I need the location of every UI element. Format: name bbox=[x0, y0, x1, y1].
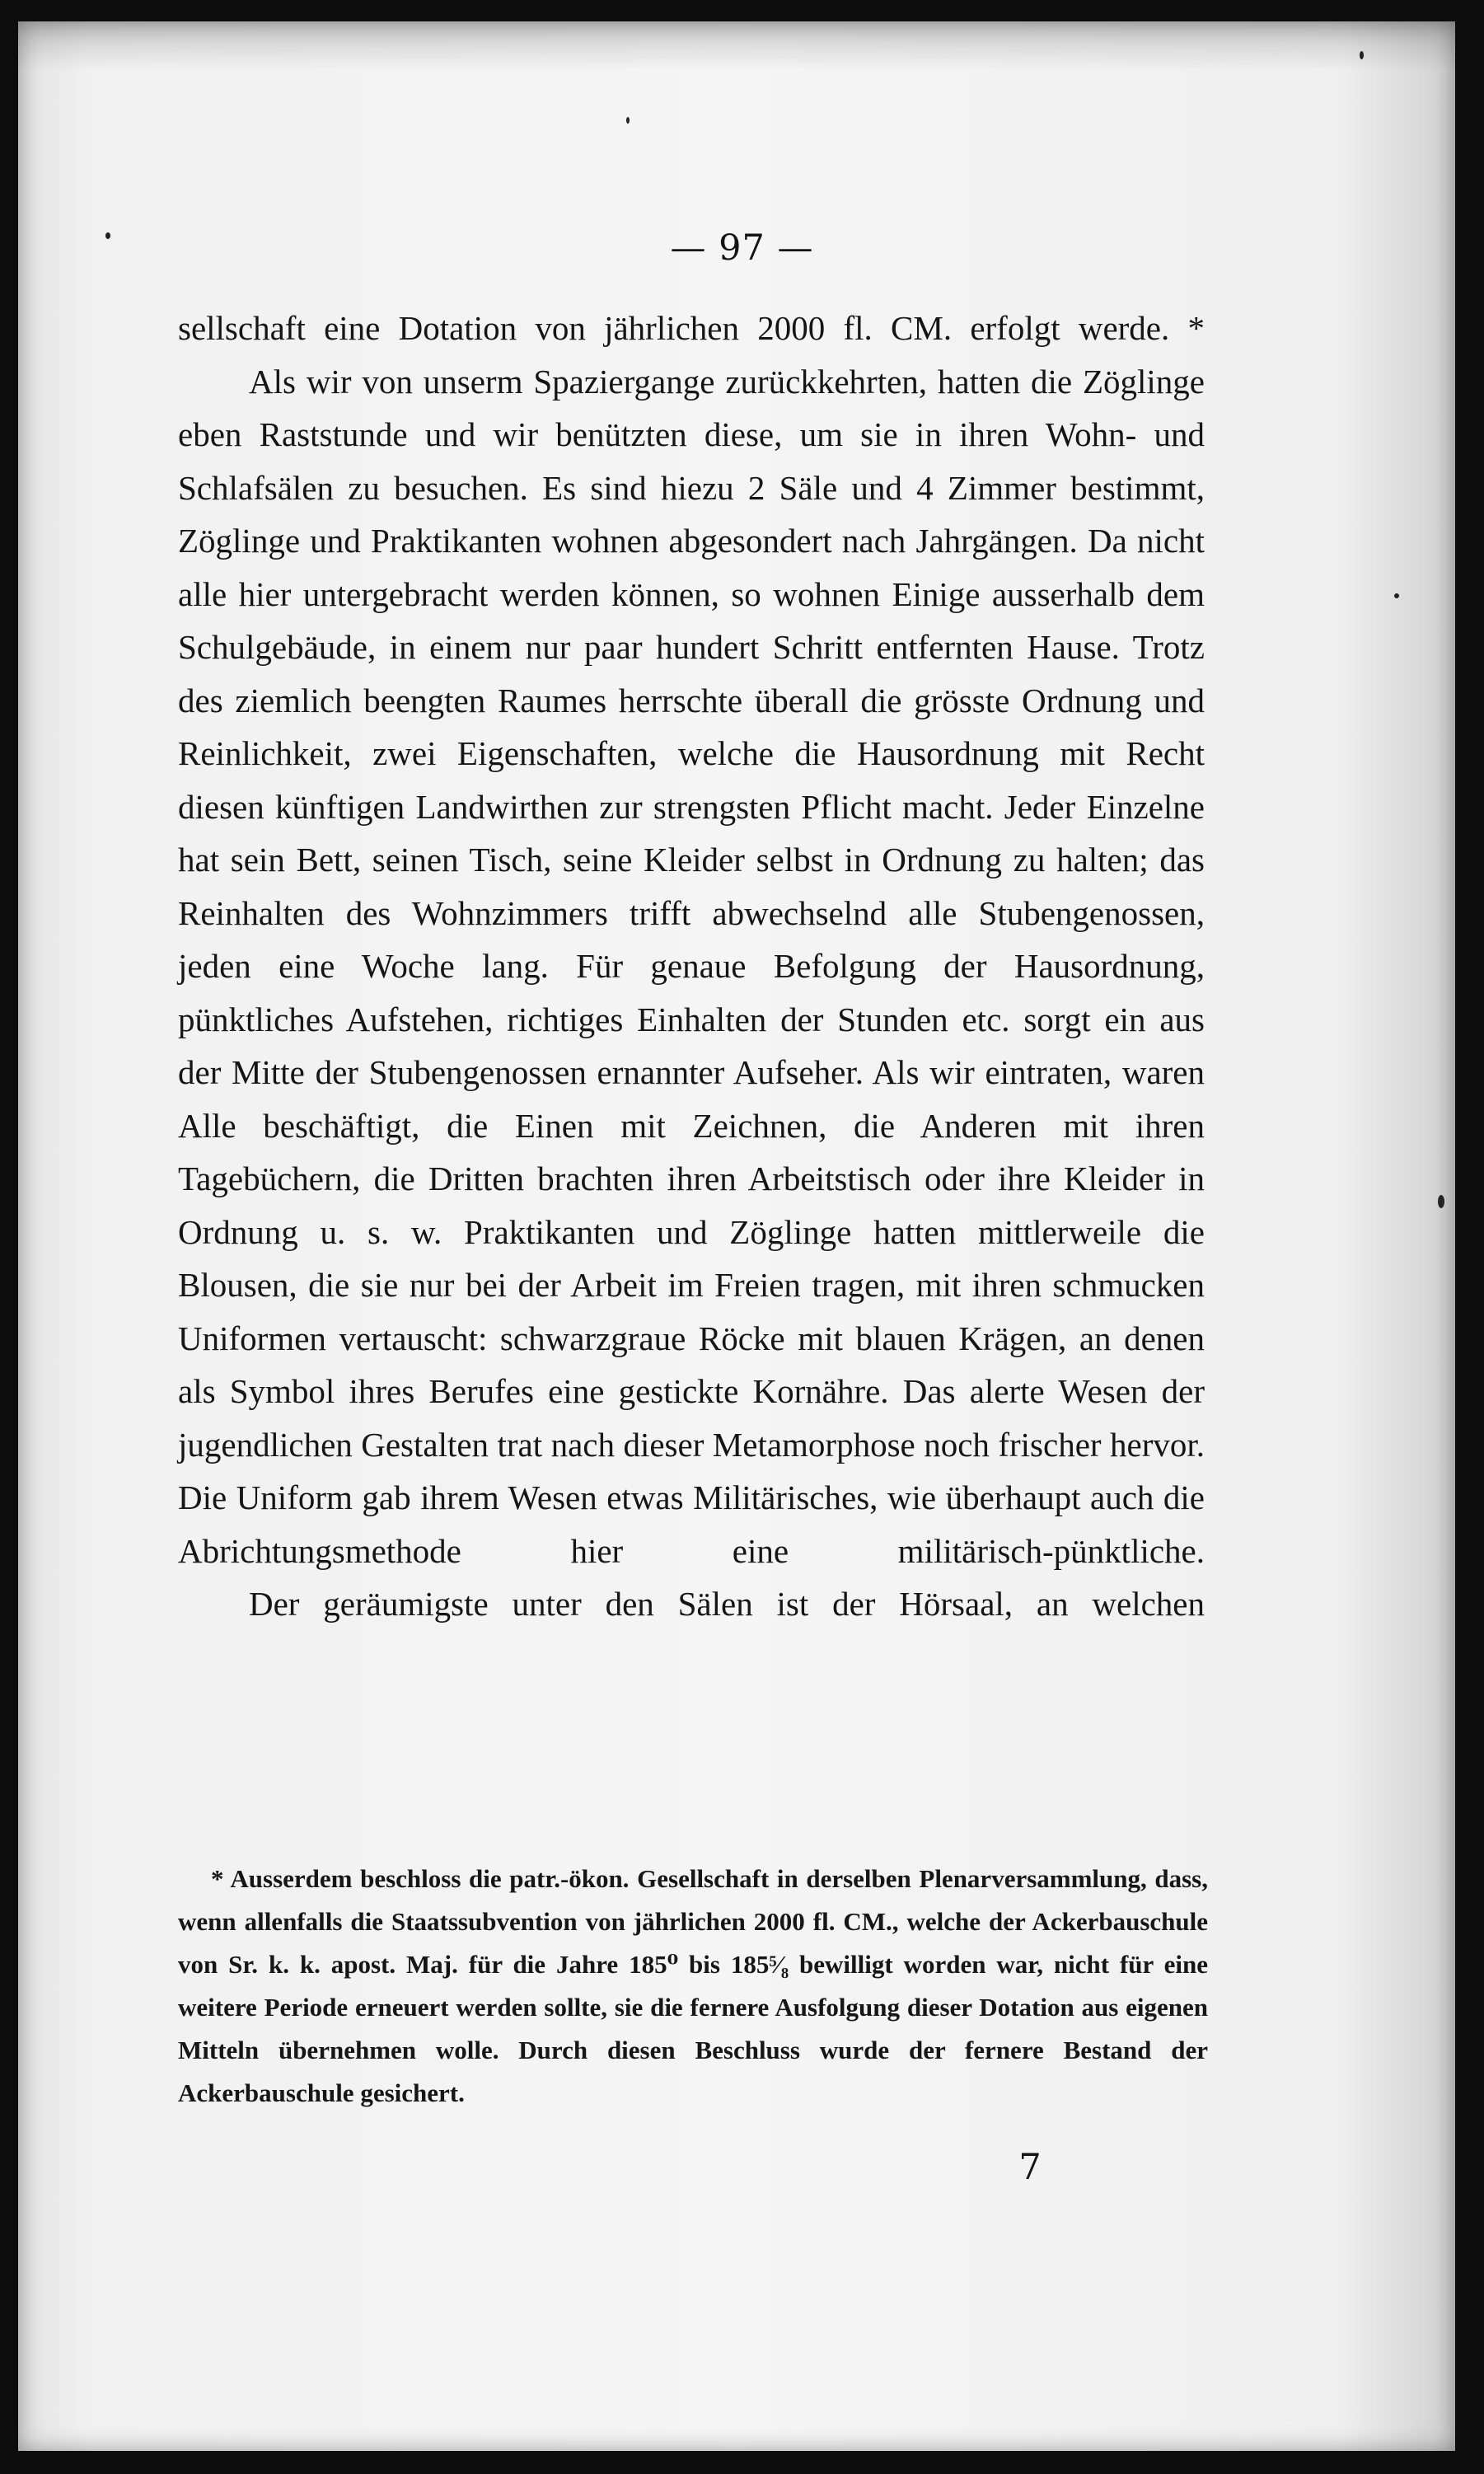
scan-speck bbox=[105, 232, 110, 239]
paragraph-continuation: sellschaft eine Dotation von jährlichen 2000 fl. CM. erfolgt werde. * bbox=[178, 309, 1205, 347]
footnote-text: * Ausserdem beschloss die patr.-ökon. Gesellschaft in derselben Plenarversammlung, dass, wenn allenfalls die Staatssubvention von jährlichen 2000 fl. CM., welche der Ackerbauschule von Sr. k. k. apost. Maj. für die Jahre 185⁰ bis 185⁵⁄₈ bewilligt worden war, nicht für eine weitere Periode erneuert werden sollte, sie die fernere Ausfolgung dieser Dotation aus eigenen Mitteln übernehmen wolle. Durch diesen Beschluss wurde der fernere Bestand der Ackerbauschule gesichert. bbox=[178, 1864, 1208, 2107]
paragraph-lecture-hall: Der geräumigste unter den Sälen ist der Hörsaal, an welchen bbox=[249, 1585, 1205, 1623]
page-number-header: — 97 — bbox=[670, 227, 814, 269]
paragraph-dormitory-visit: Als wir von unserm Spaziergange zurückkehrten, hatten die Zöglinge eben Raststunde und wir benützten diese, um sie in ihren Wohn- und Schlafsälen zu besuchen. Es sind hiezu 2 Säle und 4 Zimmer bestimmt, Zöglinge und Praktikanten wohnen abgesondert nach Jahrgängen. Da nicht alle hier untergebracht werden können, so wohnen Einige ausserhalb dem Schulgebäude, in einem nur paar hundert Schritt entfernten Hause. Trotz des ziemlich beengten Raumes herrschte überall die grösste Ordnung und Reinlichkeit, zwei Eigenschaften, welche die Hausordnung mit Recht diesen künftigen Landwirthen zur strengsten Pflicht macht. Jeder Einzelne hat sein Bett, seinen Tisch, seine Kleider selbst in Ordnung zu halten; das Reinhalten des Wohnzimmers trifft abwechselnd alle Stubengenossen, jeden eine Woche lang. Für genaue Befolgung der Hausordnung, pünktliches Aufstehen, richtiges Einhalten der Stunden etc. sorgt ein aus der Mitte der Stubengenossen ernannter Aufseher. Als wir eintraten, waren Alle beschäftigt, die Einen mit Zeichnen, die Anderen mit ihren Tagebüchern, die Dritten brachten ihren Arbeitstisch oder ihre Kleider in Ordnung u. s. w. Praktikanten und Zöglinge hatten mittlerweile die Blousen, die sie nur bei der Arbeit im Freien tragen, mit ihren schmucken Uniformen vertauscht: schwarzgraue Röcke mit blauen Krägen, an denen als Symbol ihres Berufes eine gestickte Kornähre. Das alerte Wesen der jugendlichen Gestalten trat nach dieser Metamorphose noch frischer hervor. Die Uniform gab ihrem Wesen etwas Militärisches, wie überhaupt auch die Abrichtungsmethode hier eine militärisch-pünktliche. bbox=[178, 362, 1205, 1570]
scan-speck bbox=[1394, 593, 1399, 598]
body-text bbox=[178, 302, 1205, 1631]
footnote bbox=[178, 1858, 1208, 2115]
scan-speck bbox=[1438, 1195, 1444, 1208]
signature-mark: 7 bbox=[1018, 2147, 1042, 2188]
scan-speck bbox=[626, 117, 630, 124]
scan-speck bbox=[1360, 51, 1364, 59]
